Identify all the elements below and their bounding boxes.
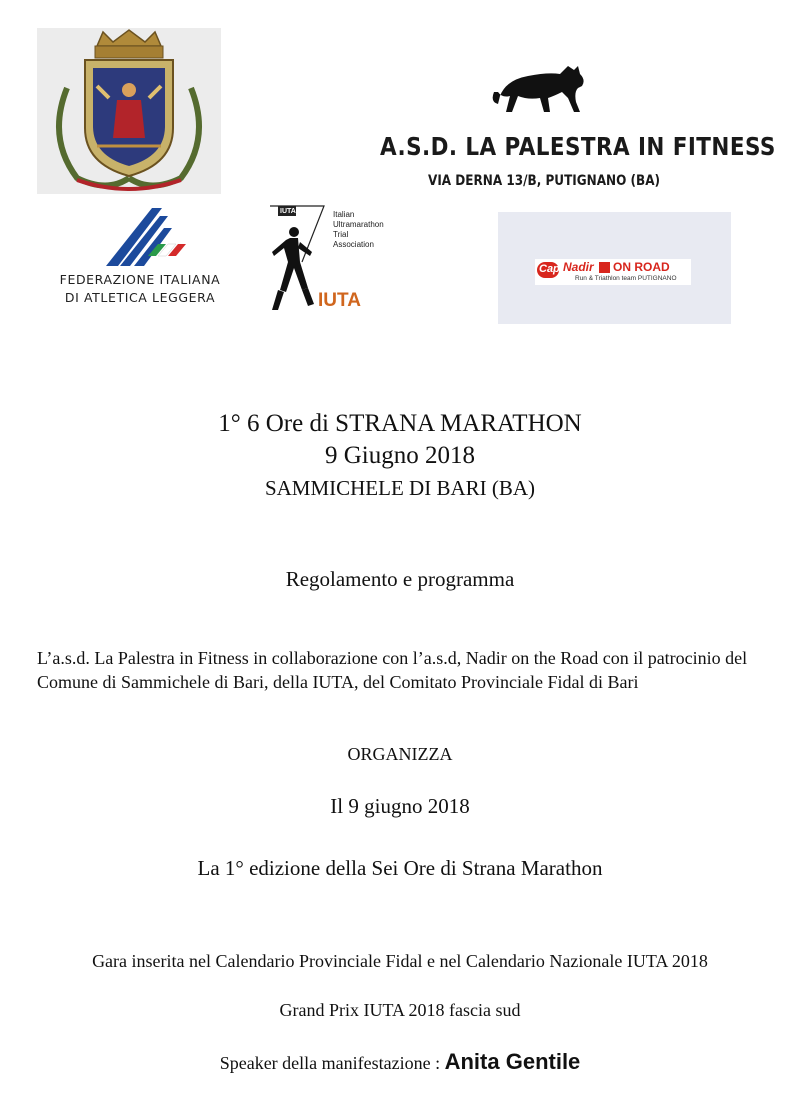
fidal-emblem-icon	[40, 204, 240, 274]
nadir-subtitle: Run & Triathlon team PUTIGNANO	[575, 275, 677, 282]
speaker-name: Anita Gentile	[444, 1049, 581, 1074]
calendar-line: Gara inserita nel Calendario Provinciale Fidal e nel Calendario Nazionale IUTA 2018	[92, 951, 708, 971]
event-title: 1° 6 Ore di STRANA MARATHON	[218, 410, 582, 437]
event-place: SAMMICHELE DI BARI (BA)	[264, 476, 536, 500]
panther-icon	[488, 62, 588, 118]
iuta-badge: IUTA	[280, 208, 296, 215]
nadir-label: Nadir	[563, 260, 594, 274]
iuta-wordmark: IUTA	[318, 290, 361, 311]
speaker-label: Speaker della manifestazione :	[219, 1053, 445, 1073]
iuta-line3: Trial	[333, 230, 349, 239]
iuta-line4: Association	[333, 240, 374, 249]
fidal-line2: DI ATLETICA LEGGERA	[64, 290, 216, 305]
iuta-logo	[264, 202, 389, 317]
coat-of-arms-icon	[37, 28, 221, 194]
date-line: Il 9 giugno 2018	[330, 794, 470, 818]
fidal-line1: FEDERAZIONE ITALIANA	[59, 272, 221, 287]
runner-mark-icon	[599, 262, 610, 273]
iuta-line1: Italian	[333, 210, 355, 219]
grand-prix-line: Grand Prix IUTA 2018 fascia sud	[279, 1000, 521, 1020]
coat-of-arms-logo	[37, 28, 221, 194]
intro-paragraph: L’a.s.d. La Palestra in Fitness in collaborazione con l’a.s.d, Nadir on the Road con il patrocinio del Comune di Sammichele di Bari, della IUTA, del Comitato Provinciale Fidal di Bari	[37, 648, 748, 692]
cap-badge	[537, 262, 559, 278]
nadir-banner	[535, 259, 691, 285]
event-date: 9 Giugno 2018	[325, 442, 475, 469]
cap-label: Cap	[539, 263, 560, 275]
onroad-label: ON ROAD	[613, 260, 670, 274]
section-heading: Regolamento e programma	[285, 567, 515, 591]
palestra-address: VIA DERNA 13/B, PUTIGNANO (BA)	[428, 173, 661, 189]
palestra-title: A.S.D. LA PALESTRA IN FITNESS	[380, 132, 776, 161]
organizza-label: ORGANIZZA	[347, 744, 453, 764]
fidal-logo	[40, 204, 240, 314]
speaker-line	[0, 1049, 800, 1075]
panther-logo	[488, 62, 588, 118]
edition-line: La 1° edizione della Sei Ore di Strana Marathon	[197, 856, 603, 880]
iuta-line2: Ultramarathon	[333, 220, 384, 229]
nadir-logo	[498, 212, 731, 324]
